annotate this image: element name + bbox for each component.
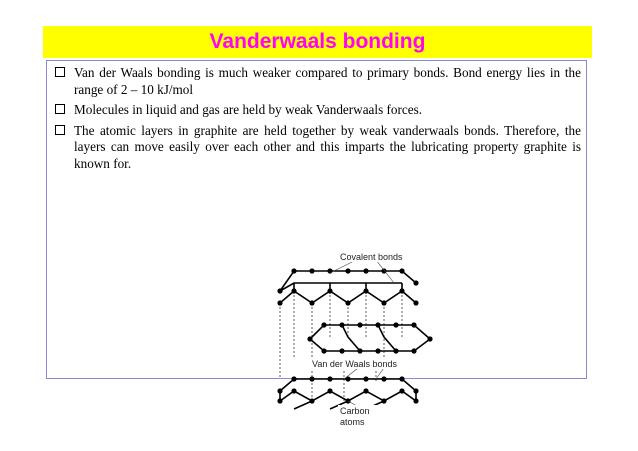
top-graphite-layer — [280, 271, 416, 303]
label-atoms: atoms — [340, 417, 365, 427]
bottom-graphite-layer — [280, 379, 416, 409]
content-box — [46, 60, 587, 427]
bullet-text-2: Molecules in liquid and gas are held by weak Vanderwaals forces. — [74, 102, 423, 117]
bullet-item-2 — [54, 102, 581, 119]
middle-layer-atoms — [307, 322, 432, 353]
middle-graphite-layer — [310, 325, 430, 351]
title-bar — [43, 26, 592, 58]
label-vdw-bonds: Van der Waals bonds — [312, 359, 398, 369]
label-covalent-bonds: Covalent bonds — [340, 252, 403, 262]
bottom-layer-atoms — [277, 376, 418, 403]
bullet-list — [54, 65, 581, 176]
graphite-structure-diagram — [266, 251, 458, 431]
slide-title: Vanderwaals bonding — [209, 30, 426, 53]
bullet-item-1 — [54, 65, 581, 98]
square-bullet-icon — [55, 125, 65, 135]
bullet-text-3: The atomic layers in graphite are held together by weak vanderwaals bonds. Therefore, the layers can move easily over each other and this imparts the lubricating property graphite is known for. — [74, 122, 581, 171]
square-bullet-icon — [55, 67, 65, 77]
square-bullet-icon — [55, 104, 65, 114]
top-layer-atoms — [277, 268, 418, 305]
bullet-item-3 — [54, 123, 581, 173]
label-carbon: Carbon — [340, 406, 370, 416]
bullet-text-1: Van der Waals bonding is much weaker compared to primary bonds. Bond energy lies in the range of 2 – 10 kJ/mol — [74, 65, 581, 97]
